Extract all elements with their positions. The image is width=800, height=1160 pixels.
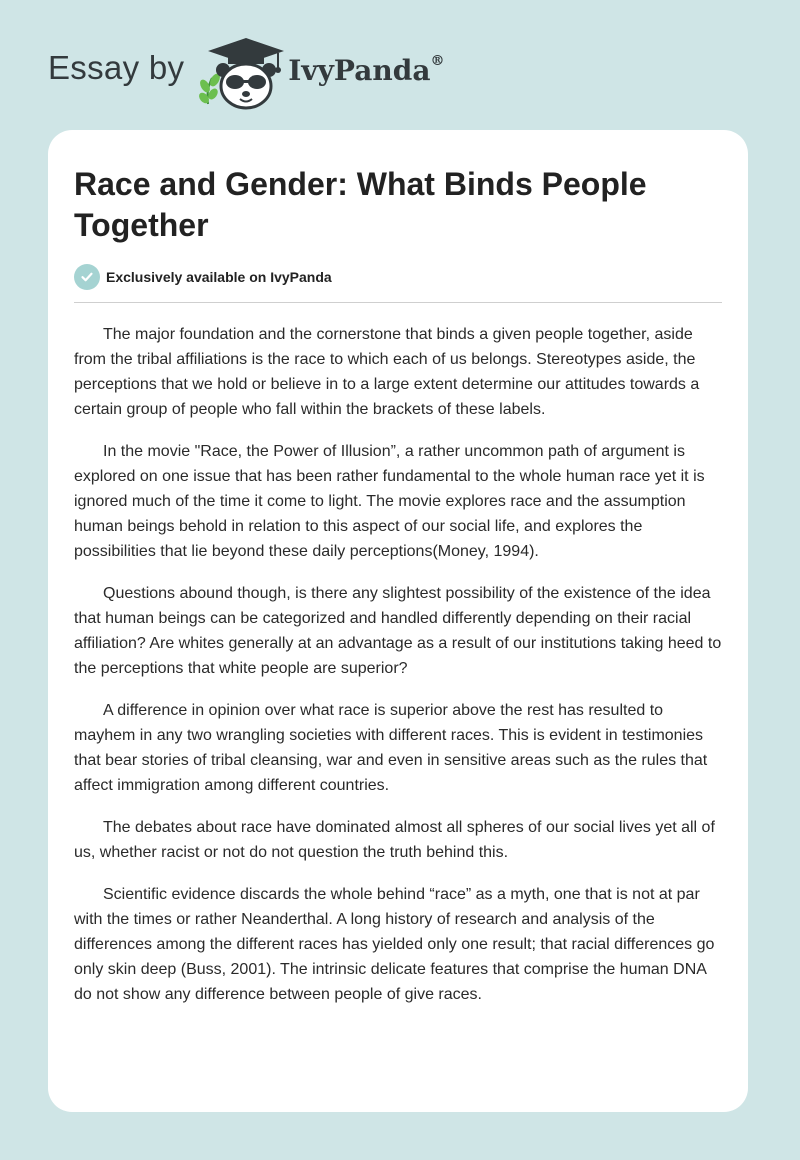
essay-by-label: Essay by	[48, 49, 185, 86]
paragraph: The debates about race have dominated almost all spheres of our social lives yet all of us, whether racist or not do not question the truth behind this.	[74, 819, 715, 861]
essay-card	[48, 130, 748, 1112]
paragraph: In the movie "Race, the Power of Illusion”, a rather uncommon path of argument is explored on one issue that has been rather fundamental to the whole human race yet it is ignored much of the time it come to light. The movie explores race and the assumption human beings behold in relation to this aspect of our social life, and explores the possibilities that lie beyond these daily perceptions(Money, 1994).	[74, 443, 705, 560]
check-circle-icon	[74, 264, 100, 290]
exclusive-badge	[74, 264, 332, 290]
brand-name[interactable]	[288, 54, 444, 87]
paragraph: A difference in opinion over what race is superior above the rest has resulted to mayhem in any two wrangling societies with different races. This is evident in testimonies that bear stories of tribal cleansing, war and even in sensitive areas such as the rules that affect immigration among different countries.	[74, 702, 708, 794]
paragraph: The major foundation and the cornerstone that binds a given people together, aside from the tribal affiliations is the race to which each of us belongs. Stereotypes aside, the perceptions that we hold or believe in to a large extent determine our attitudes towards a certain group of people who fall within the brackets of these labels.	[74, 326, 700, 418]
panda-graduate-logo-icon[interactable]	[198, 34, 290, 110]
essay-body	[74, 322, 724, 1024]
paragraph: Questions abound though, is there any slightest possibility of the existence of the idea that human beings can be categorized and handled differently depending on their racial affiliation? Are whites generally at an advantage as a result of our institutions taking heed to the perceptions that white people are superior?	[74, 585, 722, 677]
brand-name-text: IvyPanda	[288, 53, 431, 87]
exclusive-label: Exclusively available on IvyPanda	[106, 269, 332, 285]
registered-mark: ®	[430, 53, 445, 70]
title-divider	[74, 302, 722, 303]
site-header	[48, 34, 548, 110]
essay-title: Race and Gender: What Binds People Together	[74, 166, 647, 243]
paragraph: Scientific evidence discards the whole behind “race” as a myth, one that is not at par with the times or rather Neanderthal. A long history of research and analysis of the differences among the different races has yielded only one result; that racial differences go only skin deep (Buss, 2001). The intrinsic delicate features that comprise the human DNA do not show any difference between people of give races.	[74, 886, 715, 1003]
